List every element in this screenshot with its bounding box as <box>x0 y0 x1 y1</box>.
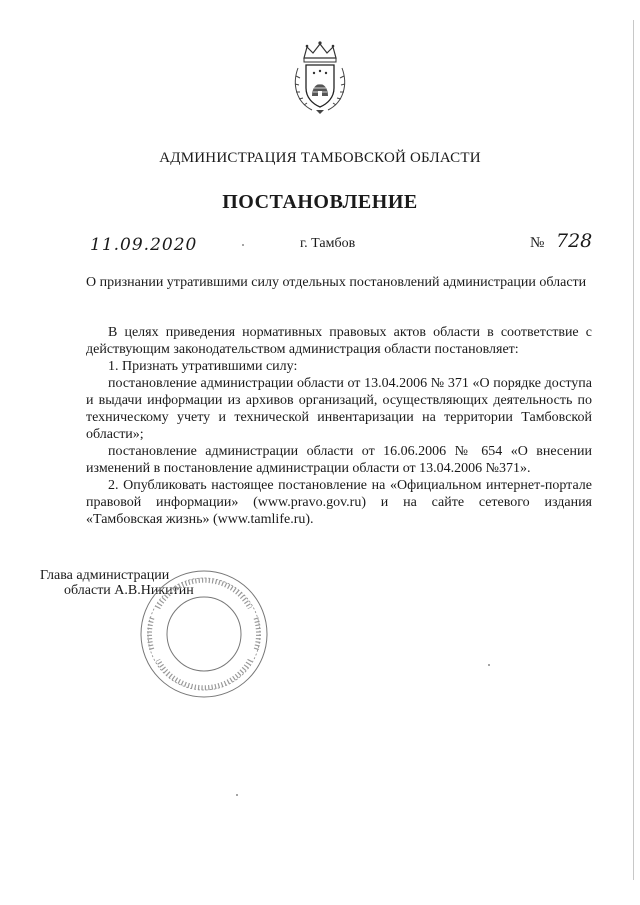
official-stamp-icon <box>138 568 270 700</box>
tambov-coat-of-arms-icon <box>290 40 350 116</box>
signer-name: области А.В.Никитин <box>64 583 194 598</box>
number-label: № <box>530 235 545 251</box>
document-city: г. Тамбов <box>300 236 356 251</box>
document-date: 11.09.2020 <box>90 235 198 255</box>
item-1-paragraph: 1. Признать утратившими силу: <box>108 359 298 374</box>
document-type-title: ПОСТАНОВЛЕНИЕ <box>222 191 418 213</box>
scan-speck <box>488 664 490 666</box>
organization-title: АДМИНИСТРАЦИЯ ТАМБОВСКОЙ ОБЛАСТИ <box>159 150 481 166</box>
repealed-act-1: постановление администрации области от 13.04.2006 № 371 «О порядке доступа и выдачи информации из архивов организаций, осуществляющих деятельность по техническому учету и технической инвентаризации на территории Тамбовской области»; <box>86 376 592 442</box>
document-body <box>86 324 592 528</box>
page-edge-line <box>633 20 634 880</box>
scan-speck <box>236 794 238 796</box>
scan-speck <box>242 244 244 246</box>
preamble-paragraph: В целях приведения нормативных правовых актов области в соответствие с действующим законодательством администрация области постановляет: <box>86 325 592 357</box>
document-number: 728 <box>556 230 593 252</box>
item-2-paragraph: 2. Опубликовать настоящее постановление на «Официальном интернет-портале правовой информации» (www.pravo.gov.ru) и на сайте сетевого издания «Тамбовская жизнь» (www.tamlife.ru). <box>86 478 592 527</box>
signer-position: Глава администрации <box>40 568 170 583</box>
repealed-act-2: постановление администрации области от 16.06.2006 № 654 «О внесении изменений в постановление администрации области от 13.04.2006 №371». <box>86 444 592 476</box>
document-subject: О признании утратившими силу отдельных постановлений администрации области <box>86 275 587 290</box>
